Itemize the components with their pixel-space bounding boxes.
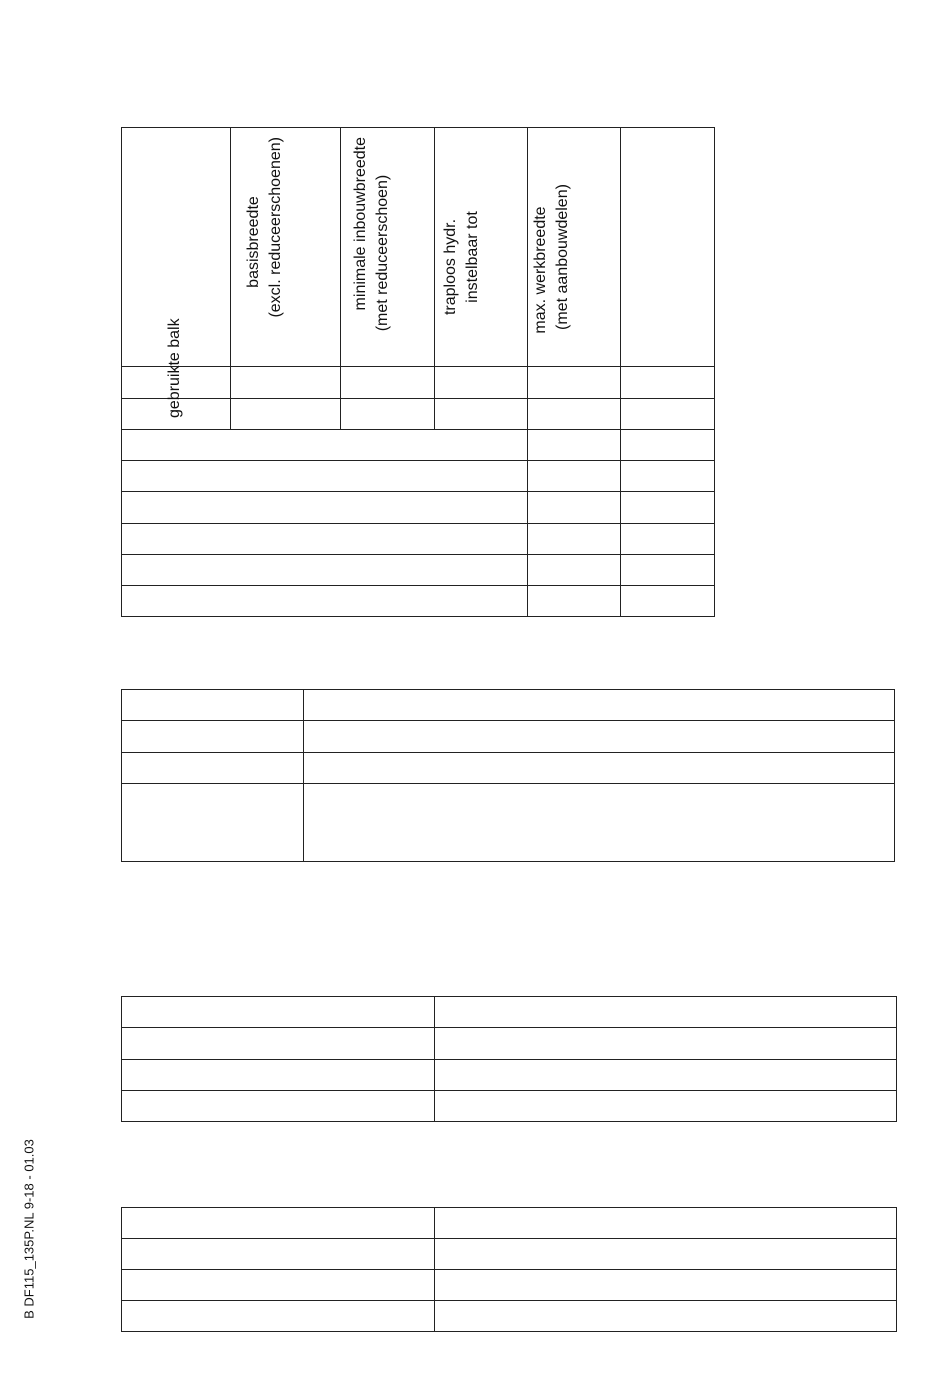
header-max-werkbreedte: max. werkbreedte (met aanbouwdelen) <box>532 184 571 334</box>
header-empty <box>656 126 678 366</box>
header-minimale-inbouwbreedte: minimale inbouwbreedte (met reduceerschoen) <box>352 137 391 332</box>
header-basisbreedte: basisbreedte (excl. reduceerschoenen) <box>245 137 284 318</box>
header-traploos: traploos hydr. instelbaar tot <box>442 211 481 316</box>
document-code: B DF115_135P.NL 9-18 - 01.03 <box>21 1139 37 1319</box>
header-gebruikte-balk: gebruikte balk <box>166 318 183 418</box>
